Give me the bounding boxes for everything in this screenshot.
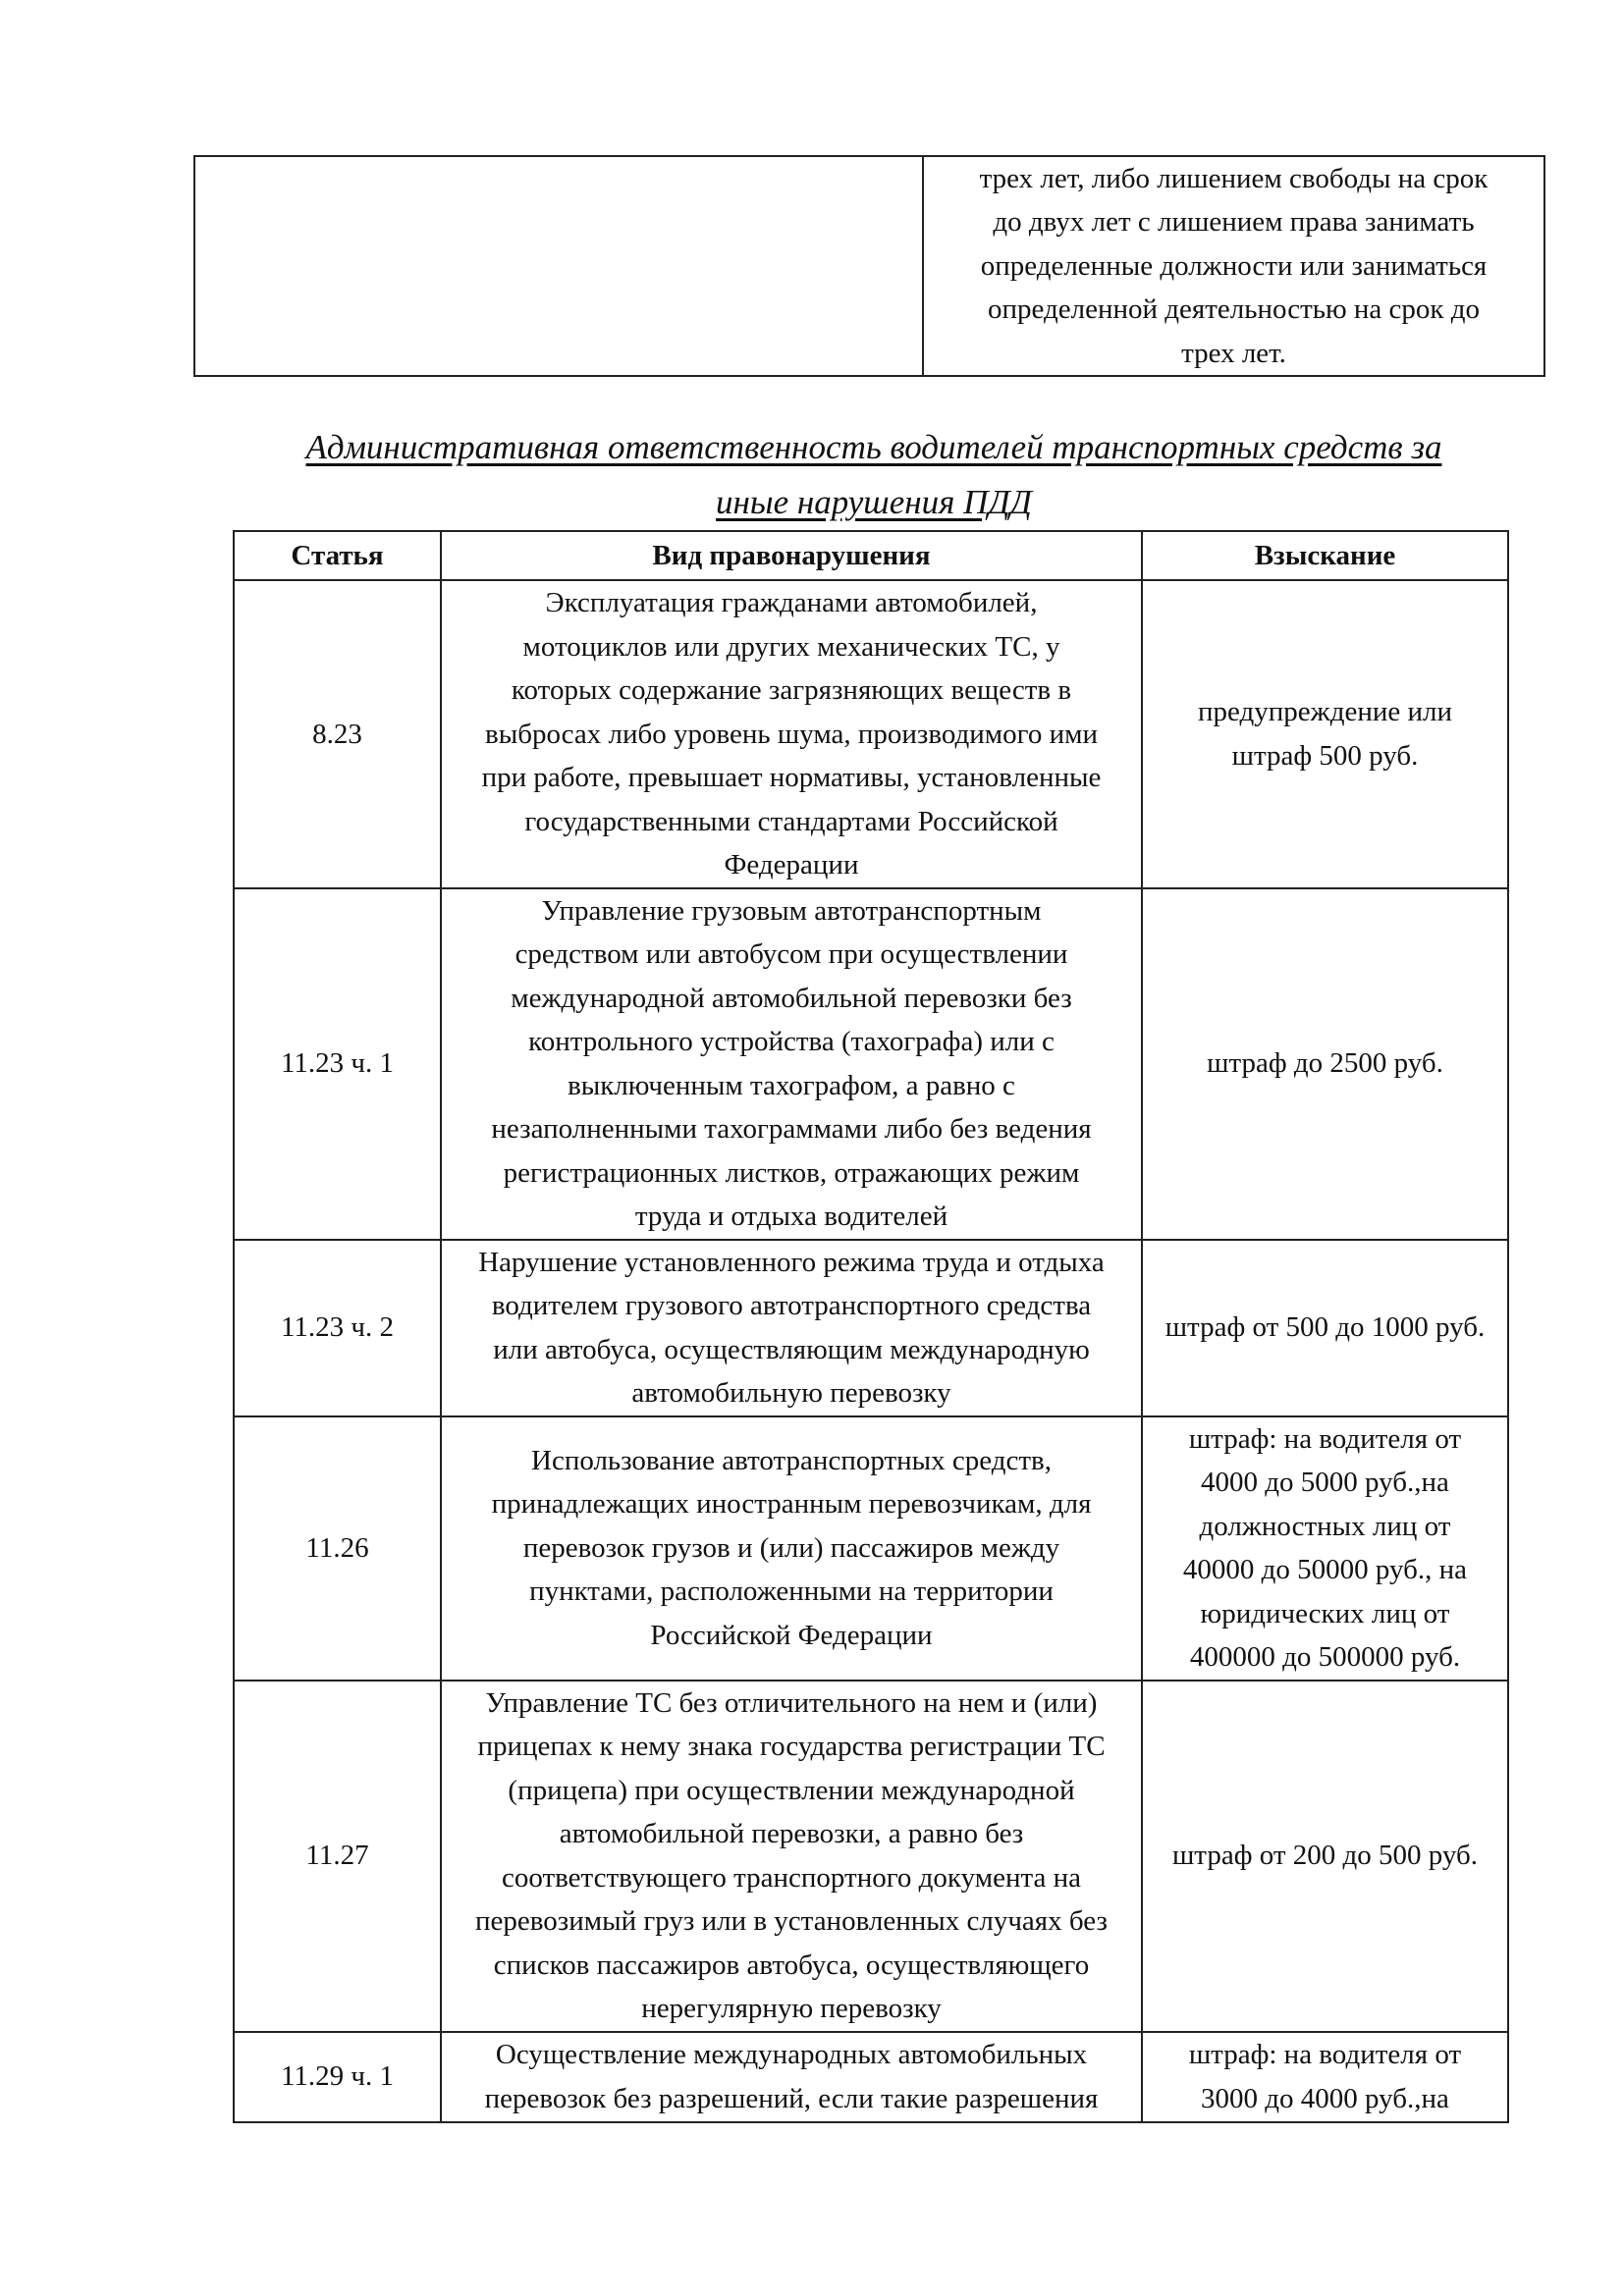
column-header-violation: Вид правонарушения bbox=[441, 531, 1142, 580]
text-line: труда и отдыха водителей bbox=[634, 1201, 948, 1232]
article-cell: 11.23 ч. 1 bbox=[234, 888, 441, 1240]
text-line: принадлежащих иностранным перевозчикам, для bbox=[491, 1488, 1092, 1521]
table-row bbox=[234, 2032, 1508, 2122]
violations-table bbox=[233, 530, 1509, 2123]
penalty-continuation-cell bbox=[924, 157, 1543, 375]
text-line: автомобильной перевозки, а равно без bbox=[559, 1818, 1024, 1849]
text-line: штраф от 200 до 500 руб. bbox=[1171, 1840, 1479, 1872]
text-line: 4000 до 5000 руб.,на bbox=[1201, 1467, 1449, 1498]
text-line: до двух лет с лишением права занимать bbox=[993, 206, 1475, 239]
text-line: 3000 до 4000 руб.,на bbox=[1201, 2082, 1449, 2114]
violation-cell bbox=[441, 888, 1142, 1240]
text-line: должностных лиц от bbox=[1199, 1510, 1451, 1542]
text-line: Управление грузовым автотранспортным bbox=[541, 894, 1042, 927]
text-line: перевозок без разрешений, если такие разрешения bbox=[484, 2082, 1099, 2114]
article-cell: 11.23 ч. 2 bbox=[234, 1240, 441, 1416]
text-line: автомобильную перевозку bbox=[631, 1377, 951, 1409]
table-body bbox=[234, 580, 1508, 2122]
text-line: Эксплуатация гражданами автомобилей, bbox=[545, 587, 1038, 618]
text-line: нерегулярную перевозку bbox=[641, 1993, 942, 2024]
text-line: (прицепа) при осуществлении международной bbox=[508, 1774, 1075, 1806]
text-line: юридических лиц от bbox=[1200, 1597, 1450, 1629]
article-cell: 11.26 bbox=[234, 1416, 441, 1681]
table-row bbox=[234, 1681, 1508, 2032]
text-line: Использование автотранспортных средств, bbox=[531, 1444, 1052, 1476]
article-cell: 11.29 ч. 1 bbox=[234, 2032, 441, 2122]
text-line: списков пассажиров автобуса, осуществляющего bbox=[493, 1949, 1090, 1981]
violation-cell bbox=[441, 2032, 1142, 2122]
text-line: мотоциклов или других механических ТС, у bbox=[522, 630, 1060, 663]
text-line: штраф: на водителя от bbox=[1188, 2039, 1462, 2070]
text-line: международной автомобильной перевозки без bbox=[511, 982, 1072, 1014]
previous-table-continuation bbox=[193, 155, 1545, 377]
penalty-cell bbox=[1142, 1240, 1508, 1416]
text-line: при работе, превышает нормативы, установленные bbox=[481, 762, 1102, 793]
penalty-cell bbox=[1142, 1681, 1508, 2032]
table-header-row bbox=[234, 531, 1508, 580]
penalty-cell bbox=[1142, 888, 1508, 1240]
table-row bbox=[234, 888, 1508, 1240]
text-line: штраф от 500 до 1000 руб. bbox=[1164, 1311, 1486, 1344]
text-line: Российской Федерации bbox=[650, 1619, 933, 1651]
text-line: Нарушение установленного режима труда и отдыха bbox=[478, 1246, 1105, 1278]
text-line: перевозок грузов и (или) пассажиров между bbox=[522, 1531, 1060, 1564]
text-line: Федерации bbox=[724, 849, 859, 881]
penalty-cell bbox=[1142, 1416, 1508, 1681]
text-line: 400000 до 500000 руб. bbox=[1189, 1641, 1461, 1673]
column-header-penalty: Взыскание bbox=[1142, 531, 1508, 580]
empty-cell bbox=[195, 157, 924, 375]
text-line: пунктами, расположенными на территории bbox=[529, 1575, 1054, 1608]
text-line: штраф: на водителя от bbox=[1188, 1422, 1462, 1455]
violation-cell bbox=[441, 1416, 1142, 1681]
text-line: прицепах к нему знака государства регистрации ТС bbox=[477, 1731, 1106, 1762]
violation-cell bbox=[441, 1240, 1142, 1416]
text-line: контрольного устройства (тахографа) или с bbox=[528, 1026, 1055, 1057]
penalty-cell bbox=[1142, 2032, 1508, 2122]
section-heading bbox=[216, 420, 1532, 530]
violation-cell bbox=[441, 580, 1142, 888]
text-line: Осуществление международных автомобильных bbox=[495, 2039, 1088, 2070]
text-line: незаполненными тахограммами либо без ведения bbox=[491, 1113, 1092, 1145]
text-line: государственными стандартами Российской bbox=[524, 805, 1058, 837]
text-line: выключенным тахографом, а равно с bbox=[568, 1069, 1015, 1101]
heading-line-2: иные нарушения ПДД bbox=[716, 483, 1032, 521]
text-line: водителем грузового автотранспортного средства bbox=[491, 1290, 1092, 1321]
text-line: регистрационных листков, отражающих режим bbox=[503, 1156, 1080, 1189]
text-line: определенные должности или заниматься bbox=[980, 249, 1488, 282]
text-line: определенной деятельностью на срок до bbox=[987, 294, 1481, 326]
text-line: штраф до 2500 руб. bbox=[1207, 1047, 1443, 1080]
text-line: предупреждение или bbox=[1198, 696, 1452, 728]
text-line: перевозимый груз или в установленных случаях без bbox=[475, 1905, 1108, 1937]
violation-cell bbox=[441, 1681, 1142, 2032]
text-line: или автобуса, осуществляющим международную bbox=[493, 1333, 1090, 1365]
text-line: штраф 500 руб. bbox=[1231, 739, 1419, 772]
table-row bbox=[234, 1416, 1508, 1681]
text-line: Управление ТС без отличительного на нем и (или) bbox=[485, 1686, 1098, 1719]
penalty-cell bbox=[1142, 580, 1508, 888]
column-header-article: Статья bbox=[234, 531, 441, 580]
text-line: выбросах либо уровень шума, производимого ими bbox=[485, 718, 1098, 750]
text-line: трех лет. bbox=[1181, 337, 1286, 369]
text-line: трех лет, либо лишением свободы на срок bbox=[979, 162, 1489, 194]
table-row bbox=[234, 580, 1508, 888]
text-line: 40000 до 50000 руб., на bbox=[1182, 1554, 1468, 1585]
text-line: которых содержание загрязняющих веществ в bbox=[511, 674, 1072, 706]
article-cell: 11.27 bbox=[234, 1681, 441, 2032]
text-line: средством или автобусом при осуществлении bbox=[514, 938, 1068, 970]
article-cell: 8.23 bbox=[234, 580, 441, 888]
table-row bbox=[234, 1240, 1508, 1416]
heading-line-1: Административная ответственность водителей транспортных средств за bbox=[305, 428, 1442, 466]
text-line: соответствующего транспортного документа на bbox=[502, 1861, 1081, 1894]
